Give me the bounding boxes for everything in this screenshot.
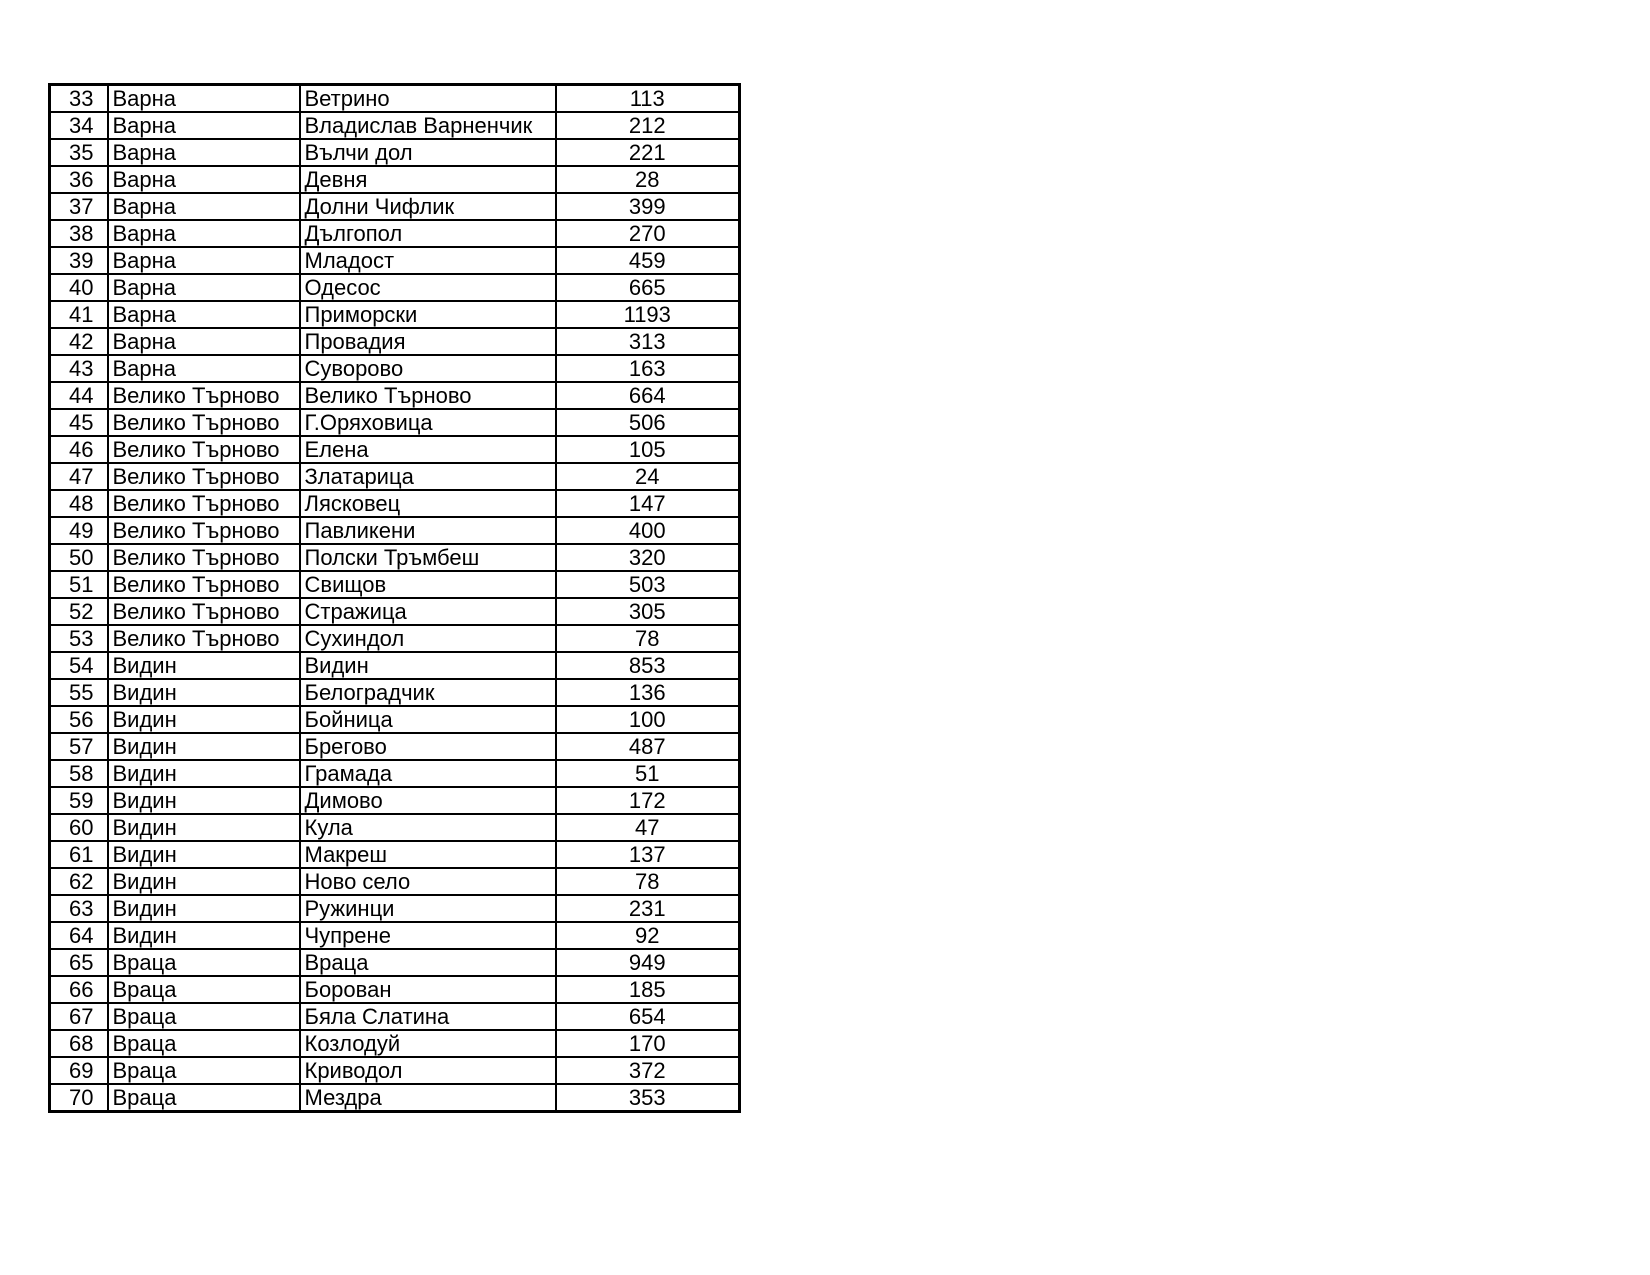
value-cell: 506	[556, 409, 740, 436]
value-cell: 487	[556, 733, 740, 760]
municipality-cell: Враца	[300, 949, 556, 976]
value-cell: 92	[556, 922, 740, 949]
table-row	[50, 1003, 740, 1030]
row-number-cell: 36	[50, 166, 108, 193]
region-cell: Варна	[108, 355, 300, 382]
region-cell: Варна	[108, 328, 300, 355]
value-cell: 137	[556, 841, 740, 868]
value-cell: 459	[556, 247, 740, 274]
region-cell: Велико Търново	[108, 490, 300, 517]
region-cell: Варна	[108, 112, 300, 139]
row-number-cell: 44	[50, 382, 108, 409]
row-number-cell: 57	[50, 733, 108, 760]
row-number-cell: 46	[50, 436, 108, 463]
municipality-cell: Козлодуй	[300, 1030, 556, 1057]
municipality-cell: Сухиндол	[300, 625, 556, 652]
row-number-cell: 63	[50, 895, 108, 922]
region-cell: Варна	[108, 274, 300, 301]
municipality-cell: Свищов	[300, 571, 556, 598]
value-cell: 221	[556, 139, 740, 166]
row-number-cell: 66	[50, 976, 108, 1003]
value-cell: 231	[556, 895, 740, 922]
region-cell: Видин	[108, 679, 300, 706]
table-row	[50, 652, 740, 679]
municipality-cell: Ново село	[300, 868, 556, 895]
value-cell: 105	[556, 436, 740, 463]
region-cell: Велико Търново	[108, 517, 300, 544]
municipality-cell: Борован	[300, 976, 556, 1003]
row-number-cell: 48	[50, 490, 108, 517]
municipality-cell: Полски Тръмбеш	[300, 544, 556, 571]
municipality-cell: Девня	[300, 166, 556, 193]
region-cell: Велико Търново	[108, 544, 300, 571]
table-row	[50, 85, 740, 113]
table-row	[50, 517, 740, 544]
table-row	[50, 571, 740, 598]
region-cell: Враца	[108, 1030, 300, 1057]
municipality-cell: Бяла Слатина	[300, 1003, 556, 1030]
table-row	[50, 436, 740, 463]
region-cell: Видин	[108, 868, 300, 895]
value-cell: 853	[556, 652, 740, 679]
table-row	[50, 733, 740, 760]
region-cell: Велико Търново	[108, 382, 300, 409]
table-row	[50, 274, 740, 301]
value-cell: 24	[556, 463, 740, 490]
value-cell: 353	[556, 1084, 740, 1112]
table-row	[50, 922, 740, 949]
row-number-cell: 58	[50, 760, 108, 787]
value-cell: 78	[556, 625, 740, 652]
row-number-cell: 68	[50, 1030, 108, 1057]
region-cell: Варна	[108, 85, 300, 113]
region-cell: Варна	[108, 220, 300, 247]
region-cell: Велико Търново	[108, 436, 300, 463]
table-row	[50, 112, 740, 139]
row-number-cell: 65	[50, 949, 108, 976]
municipality-cell: Грамада	[300, 760, 556, 787]
value-cell: 170	[556, 1030, 740, 1057]
table-row	[50, 841, 740, 868]
value-cell: 372	[556, 1057, 740, 1084]
table-row	[50, 328, 740, 355]
municipality-cell: Кула	[300, 814, 556, 841]
table-row	[50, 787, 740, 814]
row-number-cell: 40	[50, 274, 108, 301]
value-cell: 664	[556, 382, 740, 409]
municipality-cell: Велико Търново	[300, 382, 556, 409]
municipality-cell: Суворово	[300, 355, 556, 382]
value-cell: 503	[556, 571, 740, 598]
value-cell: 654	[556, 1003, 740, 1030]
row-number-cell: 39	[50, 247, 108, 274]
value-cell: 665	[556, 274, 740, 301]
table-row	[50, 1084, 740, 1112]
table-row	[50, 1030, 740, 1057]
row-number-cell: 33	[50, 85, 108, 113]
region-cell: Видин	[108, 922, 300, 949]
row-number-cell: 56	[50, 706, 108, 733]
table-row	[50, 301, 740, 328]
table-row	[50, 1057, 740, 1084]
region-cell: Велико Търново	[108, 571, 300, 598]
municipality-cell: Дългопол	[300, 220, 556, 247]
row-number-cell: 45	[50, 409, 108, 436]
table-row	[50, 139, 740, 166]
region-cell: Видин	[108, 895, 300, 922]
row-number-cell: 67	[50, 1003, 108, 1030]
region-cell: Видин	[108, 652, 300, 679]
row-number-cell: 37	[50, 193, 108, 220]
table-row	[50, 166, 740, 193]
table-row	[50, 814, 740, 841]
row-number-cell: 34	[50, 112, 108, 139]
region-cell: Враца	[108, 976, 300, 1003]
region-cell: Видин	[108, 787, 300, 814]
table-row	[50, 490, 740, 517]
row-number-cell: 49	[50, 517, 108, 544]
row-number-cell: 43	[50, 355, 108, 382]
municipality-cell: Долни Чифлик	[300, 193, 556, 220]
value-cell: 136	[556, 679, 740, 706]
row-number-cell: 62	[50, 868, 108, 895]
value-cell: 47	[556, 814, 740, 841]
row-number-cell: 52	[50, 598, 108, 625]
region-cell: Видин	[108, 706, 300, 733]
region-cell: Варна	[108, 193, 300, 220]
municipality-cell: Белоградчик	[300, 679, 556, 706]
municipality-cell: Провадия	[300, 328, 556, 355]
municipality-cell: Мездра	[300, 1084, 556, 1112]
row-number-cell: 55	[50, 679, 108, 706]
value-cell: 399	[556, 193, 740, 220]
row-number-cell: 38	[50, 220, 108, 247]
table-row	[50, 193, 740, 220]
table-body	[50, 85, 740, 1112]
municipality-cell: Ружинци	[300, 895, 556, 922]
municipality-cell: Криводол	[300, 1057, 556, 1084]
value-cell: 100	[556, 706, 740, 733]
municipality-cell: Видин	[300, 652, 556, 679]
table-row	[50, 355, 740, 382]
value-cell: 163	[556, 355, 740, 382]
row-number-cell: 42	[50, 328, 108, 355]
value-cell: 113	[556, 85, 740, 113]
municipality-cell: Одесос	[300, 274, 556, 301]
table-row	[50, 895, 740, 922]
table-row	[50, 544, 740, 571]
data-table	[48, 83, 741, 1113]
table-row	[50, 598, 740, 625]
table-row	[50, 625, 740, 652]
row-number-cell: 70	[50, 1084, 108, 1112]
region-cell: Враца	[108, 1084, 300, 1112]
row-number-cell: 53	[50, 625, 108, 652]
row-number-cell: 50	[50, 544, 108, 571]
table-row	[50, 220, 740, 247]
value-cell: 51	[556, 760, 740, 787]
row-number-cell: 69	[50, 1057, 108, 1084]
municipality-cell: Бойница	[300, 706, 556, 733]
municipality-cell: Младост	[300, 247, 556, 274]
municipality-cell: Вълчи дол	[300, 139, 556, 166]
region-cell: Варна	[108, 247, 300, 274]
row-number-cell: 51	[50, 571, 108, 598]
value-cell: 172	[556, 787, 740, 814]
region-cell: Враца	[108, 1057, 300, 1084]
value-cell: 400	[556, 517, 740, 544]
value-cell: 147	[556, 490, 740, 517]
table-row	[50, 706, 740, 733]
municipality-cell: Чупрене	[300, 922, 556, 949]
region-cell: Видин	[108, 733, 300, 760]
municipality-cell: Димово	[300, 787, 556, 814]
region-cell: Велико Търново	[108, 463, 300, 490]
region-cell: Варна	[108, 166, 300, 193]
municipality-cell: Макреш	[300, 841, 556, 868]
region-cell: Враца	[108, 1003, 300, 1030]
value-cell: 1193	[556, 301, 740, 328]
municipality-cell: Павликени	[300, 517, 556, 544]
region-cell: Видин	[108, 760, 300, 787]
municipality-cell: Лясковец	[300, 490, 556, 517]
region-cell: Велико Търново	[108, 409, 300, 436]
value-cell: 313	[556, 328, 740, 355]
value-cell: 320	[556, 544, 740, 571]
region-cell: Велико Търново	[108, 625, 300, 652]
table-row	[50, 976, 740, 1003]
row-number-cell: 35	[50, 139, 108, 166]
row-number-cell: 54	[50, 652, 108, 679]
value-cell: 28	[556, 166, 740, 193]
value-cell: 185	[556, 976, 740, 1003]
municipality-cell: Приморски	[300, 301, 556, 328]
table-row	[50, 679, 740, 706]
value-cell: 78	[556, 868, 740, 895]
row-number-cell: 61	[50, 841, 108, 868]
table-row	[50, 247, 740, 274]
row-number-cell: 41	[50, 301, 108, 328]
municipality-cell: Г.Оряховица	[300, 409, 556, 436]
region-cell: Видин	[108, 814, 300, 841]
table-row	[50, 760, 740, 787]
row-number-cell: 47	[50, 463, 108, 490]
table-row	[50, 949, 740, 976]
row-number-cell: 59	[50, 787, 108, 814]
table-row	[50, 463, 740, 490]
value-cell: 305	[556, 598, 740, 625]
table-row	[50, 382, 740, 409]
table-row	[50, 409, 740, 436]
municipality-cell: Златарица	[300, 463, 556, 490]
municipality-cell: Ветрино	[300, 85, 556, 113]
region-cell: Враца	[108, 949, 300, 976]
municipality-cell: Владислав Варненчик	[300, 112, 556, 139]
municipality-cell: Елена	[300, 436, 556, 463]
region-cell: Варна	[108, 301, 300, 328]
row-number-cell: 64	[50, 922, 108, 949]
value-cell: 212	[556, 112, 740, 139]
region-cell: Велико Търново	[108, 598, 300, 625]
municipality-cell: Стражица	[300, 598, 556, 625]
municipality-cell: Брегово	[300, 733, 556, 760]
value-cell: 270	[556, 220, 740, 247]
region-cell: Видин	[108, 841, 300, 868]
row-number-cell: 60	[50, 814, 108, 841]
region-cell: Варна	[108, 139, 300, 166]
table-row	[50, 868, 740, 895]
value-cell: 949	[556, 949, 740, 976]
